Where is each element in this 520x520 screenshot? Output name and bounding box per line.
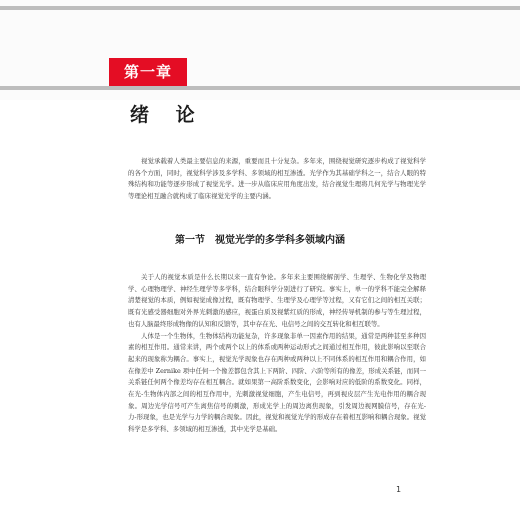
chapter-title: 绪 论 — [130, 104, 205, 126]
section-title: 第一节 视觉光学的多学科多领域内涵 — [175, 235, 345, 246]
intro-paragraph: 视觉承载着人类最主要信息的来源，重要而且十分复杂。多年来，围绕视觉研究逐步构成了视觉科学的各个方面，同时，视觉科学涉及多学科、多领域的相互渗透。光学作为其基础学科之一，结合人眼的特殊结构和功能等逐步形成了视觉光学。进一步从临床应用角度出发，结合视觉生理将几何光学与物理光学等理论相互融合就构成了临床视觉光学的主要内涵。 — [128, 157, 426, 201]
top-rule-2 — [0, 86, 520, 90]
body-text — [128, 272, 426, 436]
top-rule-1 — [0, 6, 520, 10]
header-band — [0, 0, 520, 100]
body-paragraph-2: 人体是一个生物体，生物体结构功能复杂，许多现象非单一因素作用的结果，通常是两种甚至多种因素的相互作用。通常来讲，两个或两个以上的体系或两种运动形式之间通过相互作用，彼此影响以至联合起来的现象称为耦合。事实上，视觉光学现象也存在两种或两种以上不同体系的相互作用和耦合作用，如在像差中 Zernike 项中任何一个像差都包含其上下两阶、四阶、六阶等所有的像差，形成关系链，而同一关系链任何两个像差均存在相互耦合。就如果第一高阶系数变化，会影响对应的低阶的系数变化。同样，在光-生物体内部之间的相互作用中，光刺激视觉细胞，产生电信号，再到视皮层产生光电作用的耦合现象。周边光学信号可产生离焦信号的刺激，形成光学上的周边离焦现象，引发周边视网膜信号，存在光-力-形现象，也是光学与力学的耦合现象。因此，视觉和视觉光学的形成存在着相互影响和耦合现象。视觉科学是多学科、多领域的相互渗透，其中光学是基础。 — [128, 331, 426, 434]
chapter-badge: 第一章 — [109, 58, 187, 86]
body-paragraph-1: 关于人的视觉本质是什么长期以来一直有争论。多年来主要围绕解剖学、生理学、生物化学及物理学、心理物理学、神经生理学等多学科，结合眼科学分别进行了研究。事实上，单一的学科不能完全解释清楚视觉的本质，例如视觉成像过程，既有物理学、生理学及心理学等过程，又有它们之间的相互关联；既有光感受器细胞对外界光刺激的感应，视蛋白质及视紫红质的形成，神经传导机制的参与等生理过程，也有人脑最终形成物像的认知和反馈等，其中存在光、电信号之间的交互转化和相互联等。 — [128, 273, 426, 328]
page-number: 1 — [396, 485, 402, 494]
intro-block — [128, 156, 426, 203]
